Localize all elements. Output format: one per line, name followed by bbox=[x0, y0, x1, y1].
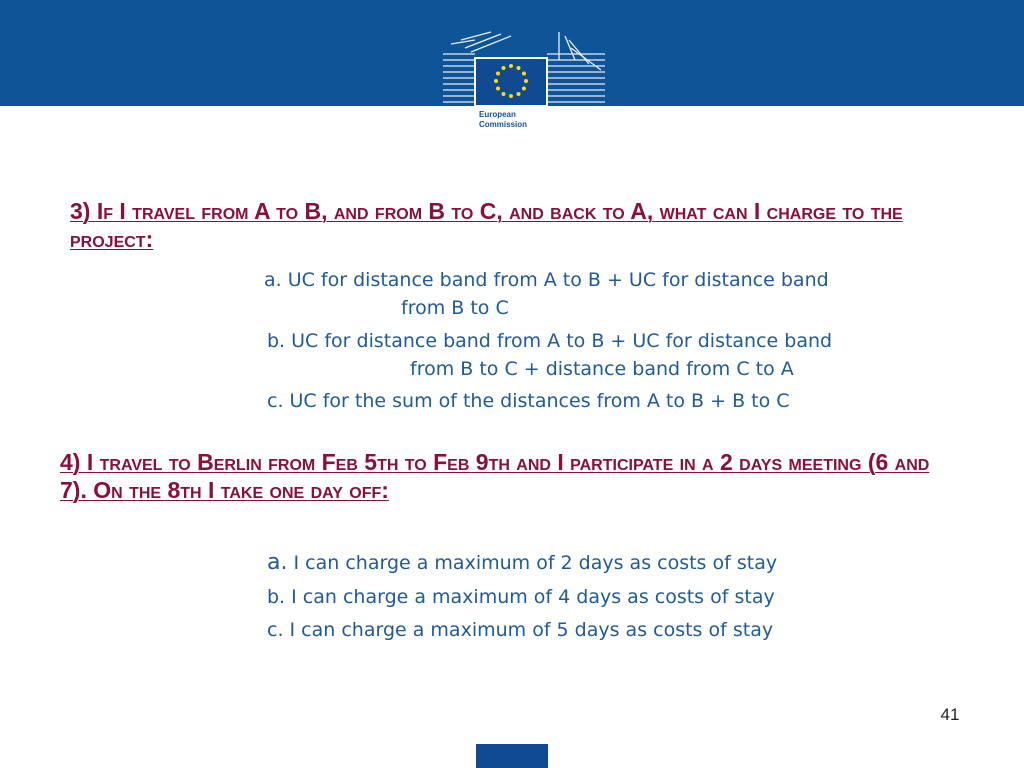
question-4-title: 4) I travel to Berlin from Feb 5th to Feb 9th and I participate in a 2 days meeting (6 and 7). On the 8th I take one day off: bbox=[60, 449, 930, 503]
option-b-line1: b. UC for distance band from A to B + UC for distance band bbox=[267, 330, 833, 352]
option-a-line1: a. UC for distance band from A to B + UC for distance band bbox=[264, 269, 829, 291]
question-4-option-b: b. I can charge a maximum of 4 days as costs of stay bbox=[267, 586, 775, 608]
question-3-option-b bbox=[267, 327, 832, 383]
page-number: 41 bbox=[940, 705, 960, 724]
logo-label bbox=[479, 110, 545, 130]
question-3-option-a bbox=[264, 266, 829, 322]
option-a-line2: from B to C bbox=[401, 297, 509, 319]
question-3-option-c bbox=[267, 387, 790, 415]
option-b-line2: from B to C + distance band from C to A bbox=[410, 358, 794, 380]
question-3-title: 3) If I travel from A to B, and from B to C, and back to A, what can I charge to the project: bbox=[70, 198, 903, 252]
footer-eu-flag bbox=[476, 744, 548, 768]
question-4-option-a bbox=[267, 549, 777, 577]
option-a-text: I can charge a maximum of 2 days as costs of stay bbox=[287, 552, 778, 574]
european-commission-logo bbox=[441, 30, 607, 142]
question-4-option-c: c. I can charge a maximum of 5 days as costs of stay bbox=[267, 619, 774, 641]
option-c-line1: c. UC for the sum of the distances from A to B + B to C bbox=[267, 390, 790, 412]
logo-label-line2: Commission bbox=[479, 120, 528, 129]
logo-label-line1: European bbox=[479, 110, 516, 119]
option-a-letter: a. bbox=[267, 550, 288, 575]
